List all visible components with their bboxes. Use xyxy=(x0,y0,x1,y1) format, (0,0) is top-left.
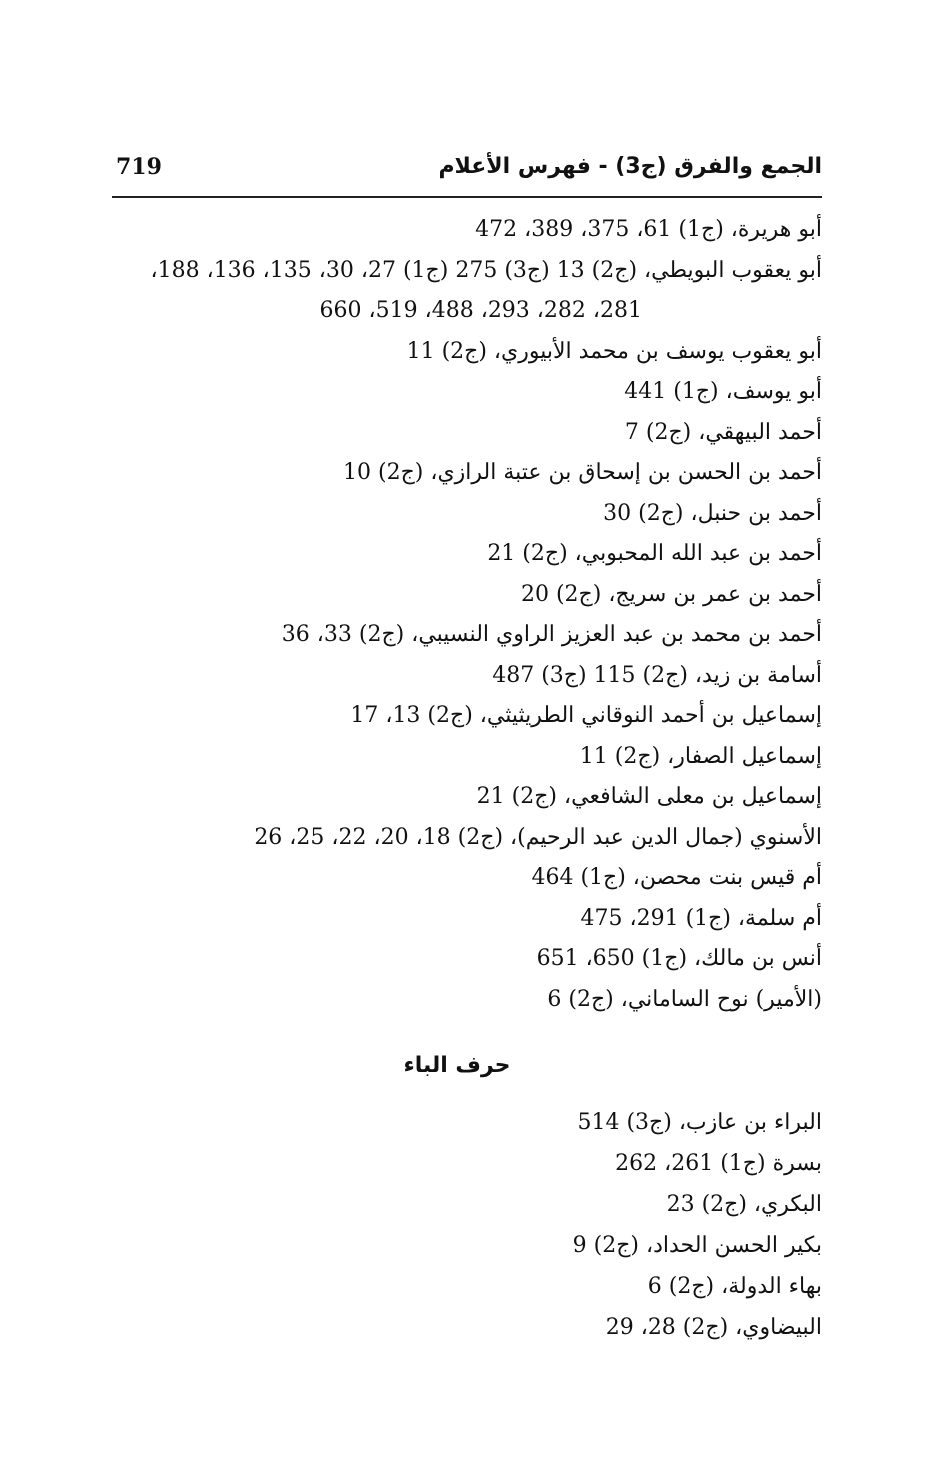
header-divider xyxy=(112,196,822,198)
index-entry: البيضاوي، (ج2) 28، 29 xyxy=(605,1315,822,1340)
index-list-ba xyxy=(112,1102,822,1348)
index-entry: أم سلمة، (ج1) 291، 475 xyxy=(580,905,822,931)
index-entry: أبو يعقوب البويطي، (ج2) 13 (ج3) 275 (ج1) 27، 30، 135، 136، 188، xyxy=(150,257,822,283)
index-entry: إسماعيل الصفار، (ج2) 11 xyxy=(579,743,822,769)
index-entry: البراء بن عازب، (ج3) 514 xyxy=(577,1110,822,1135)
index-entry: أحمد بن عمر بن سريج، (ج2) 20 xyxy=(520,581,822,607)
index-entry: أحمد بن حنبل، (ج2) 30 xyxy=(603,500,822,526)
index-entry: البكري، (ج2) 23 xyxy=(666,1192,822,1217)
section-heading-ba: حرف الباء xyxy=(403,1053,511,1078)
index-entry: أسامة بن زيد، (ج2) 115 (ج3) 487 xyxy=(492,662,822,688)
page-header xyxy=(112,150,822,194)
index-entry: أبو يوسف، (ج1) 441 xyxy=(624,379,822,404)
index-entry: أحمد بن الحسن بن إسحاق بن عتبة الرازي، (ج2) 10 xyxy=(342,460,822,485)
index-entry: أحمد بن عبد الله المحبوبي، (ج2) 21 xyxy=(487,541,822,566)
index-entry: إسماعيل بن معلى الشافعي، (ج2) 21 xyxy=(476,784,822,809)
index-entry: أحمد البيهقي، (ج2) 7 xyxy=(624,419,822,445)
index-entry: إسماعيل بن أحمد النوقاني الطريثيثي، (ج2) 13، 17 xyxy=(350,703,822,728)
index-entry: بسرة (ج1) 261، 262 xyxy=(615,1151,822,1176)
page-number: 719 xyxy=(116,154,162,180)
index-entry: الأسنوي (جمال الدين عبد الرحيم)، (ج2) 18، 20، 22، 25، 26 xyxy=(254,824,822,850)
index-entry: بهاء الدولة، (ج2) 6 xyxy=(647,1274,822,1299)
index-entry: أم قيس بنت محصن، (ج1) 464 xyxy=(531,865,822,890)
index-entry: أحمد بن محمد بن عبد العزيز الراوي النسيبي، (ج2) 33، 36 xyxy=(281,622,822,647)
index-entry: أبو يعقوب يوسف بن محمد الأبيوري، (ج2) 11 xyxy=(406,338,822,364)
index-list-alif xyxy=(112,210,822,1020)
index-entry: بكير الحسن الحداد، (ج2) 9 xyxy=(572,1233,822,1258)
index-entry: أبو هريرة، (ج1) 61، 375، 389، 472 xyxy=(475,217,822,242)
running-title: الجمع والفرق (ج3) - فهرس الأعلام xyxy=(438,154,822,179)
index-entry: أنس بن مالك، (ج1) 650، 651 xyxy=(536,946,822,971)
index-entry: (الأمير) نوح الساماني، (ج2) 6 xyxy=(547,986,822,1012)
index-entry-continuation: 281، 282، 293، 488، 519، 660 xyxy=(319,298,642,323)
